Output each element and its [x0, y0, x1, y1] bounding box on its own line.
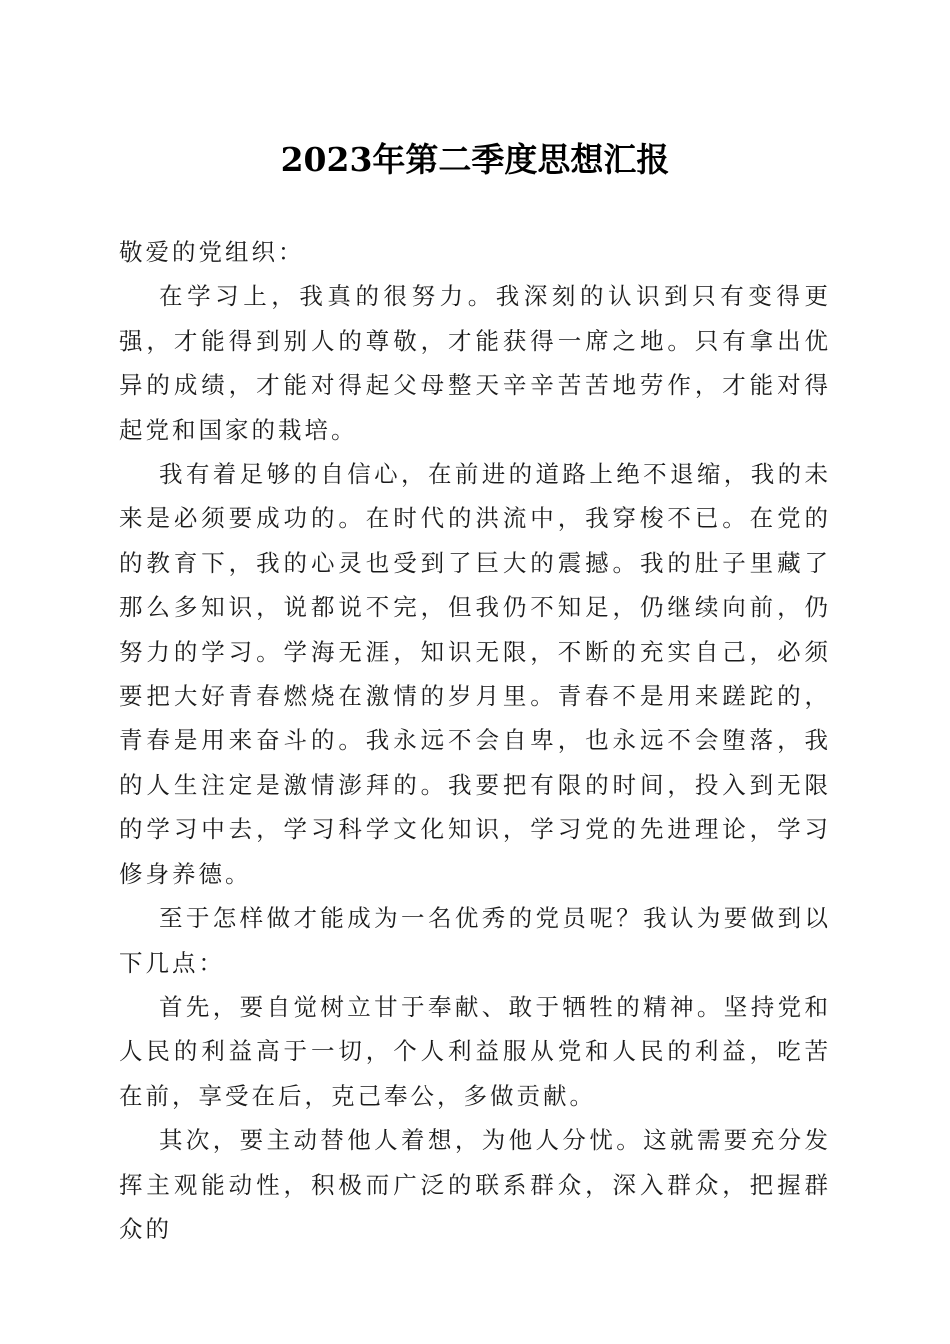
salutation: 敬爱的党组织：: [119, 238, 305, 266]
document-title: 2023年第二季度思想汇报: [280, 140, 670, 179]
document-body: [119, 230, 831, 1251]
paragraph-second-point: 其次，要主动替他人着想，为他人分忧。这就需要充分发挥主观能动性，积极而广泛的联系群众，深入群众，把握群众的: [119, 1126, 831, 1243]
paragraph-first-point: 首先，要自觉树立甘于奉献、敢于牺牲的精神。坚持党和人民的利益高于一切，个人利益服从党和人民的利益，吃苦在前，享受在后，克己奉公，多做贡献。: [119, 992, 831, 1110]
paragraph-question: 至于怎样做才能成为一名优秀的党员呢？我认为要做到以下几点：: [119, 904, 831, 977]
paragraph-confidence: 我有着足够的自信心，在前进的道路上绝不退缩，我的未来是必须要成功的。在时代的洪流中，我穿梭不已。在党的的教育下，我的心灵也受到了巨大的震撼。我的肚子里藏了那么多知识，说都说不完，但我仍不知足，仍继续向前，仍努力的学习。学海无涯，知识无限，不断的充实自己，必须要把大好青春燃烧在激情的岁月里。青春不是用来蹉跎的，青春是用来奋斗的。我永远不会自卑，也永远不会堕落，我的人生注定是激情澎拜的。我要把有限的时间，投入到无限的学习中去，学习科学文化知识，学习党的先进理论，学习修身养德。: [119, 460, 831, 888]
paragraph-study: 在学习上，我真的很努力。我深刻的认识到只有变得更强，才能得到别人的尊敬，才能获得一席之地。只有拿出优异的成绩，才能对得起父母整天辛辛苦苦地劳作，才能对得起党和国家的栽培。: [119, 282, 831, 444]
